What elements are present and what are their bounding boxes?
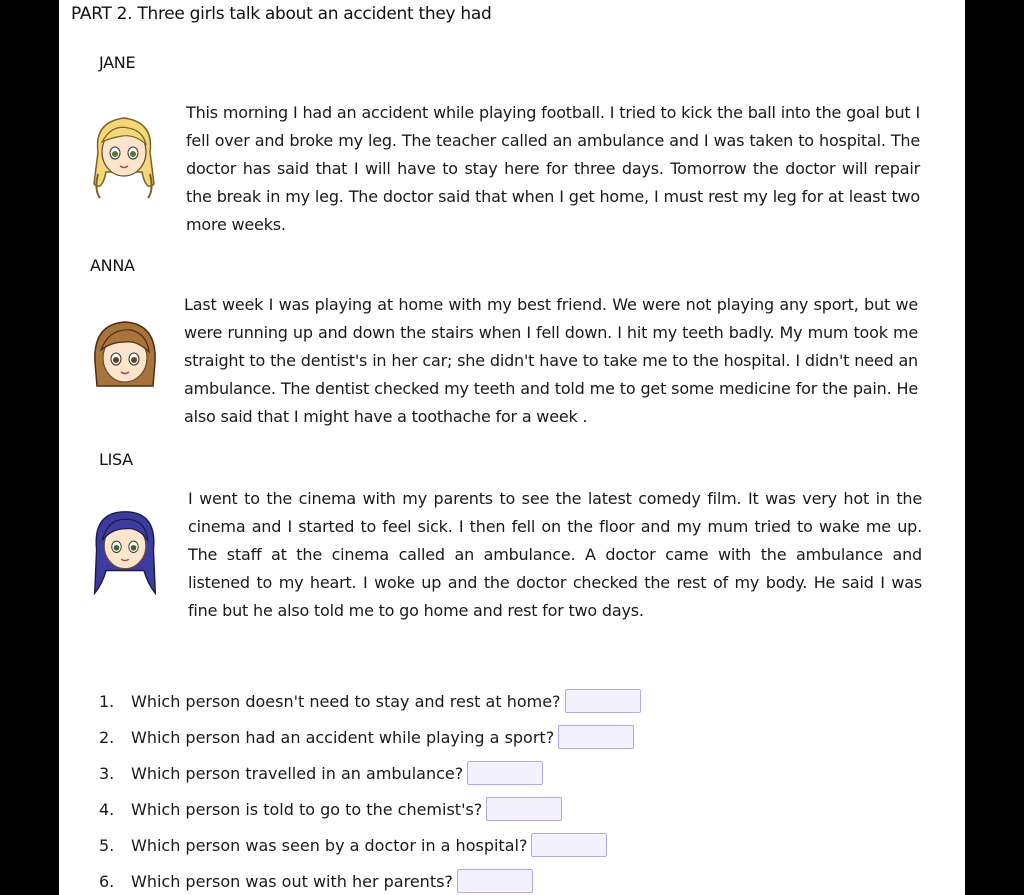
question-list: [99, 683, 641, 895]
lisa-story: I went to the cinema with my parents to see the latest comedy film. It was very hot in the cinema and I started to feel sick. I then fell on the floor and my mum tried to wake me up. The staff at the cinema called an ambulance. A doctor came with the ambulance and listened to my heart. I woke up and the doctor checked the rest of my body. He said I was fine but he also told me to go home and rest for two days.: [188, 489, 922, 620]
question-text: Which person was seen by a doctor in a hospital?: [131, 835, 528, 855]
question-text: Which person travelled in an ambulance?: [131, 763, 464, 783]
worksheet-title: PART 2. Three girls talk about an accident they had: [71, 4, 492, 24]
question-number: 3.: [99, 763, 115, 783]
person-name-jane: JANE: [99, 53, 136, 72]
question-number: 5.: [99, 835, 115, 855]
question-number: 1.: [99, 691, 115, 711]
question-item: [99, 683, 641, 719]
question-item: [99, 827, 641, 863]
answer-input-5[interactable]: [531, 833, 607, 857]
question-number: 6.: [99, 871, 115, 891]
worksheet-page: [59, 0, 965, 895]
blonde-girl-avatar-icon: [84, 112, 164, 202]
question-item: [99, 719, 641, 755]
question-text: Which person was out with her parents?: [131, 871, 453, 891]
blue-haired-girl-avatar-icon: [85, 508, 165, 598]
person-name-lisa: LISA: [99, 450, 133, 469]
answer-input-2[interactable]: [558, 725, 634, 749]
question-text: Which person doesn't need to stay and rest at home?: [131, 691, 561, 711]
question-item: [99, 863, 641, 895]
question-number: 4.: [99, 799, 115, 819]
answer-input-4[interactable]: [486, 797, 562, 821]
answer-input-6[interactable]: [457, 869, 533, 893]
brown-haired-girl-avatar-icon: [85, 318, 165, 408]
question-text: Which person is told to go to the chemist's?: [131, 799, 483, 819]
question-text: Which person had an accident while playing a sport?: [131, 727, 555, 747]
anna-story: Last week I was playing at home with my best friend. We were not playing any sport, but we were running up and down the stairs when I fell down. I hit my teeth badly. My mum took me straight to the dentist's in her car; she didn't have to take me to the hospital. I didn't need an ambulance. The dentist checked my teeth and told me to get some medicine for the pain. He also said that I might have a toothache for a week .: [184, 295, 918, 426]
question-item: [99, 791, 641, 827]
answer-input-1[interactable]: [565, 689, 641, 713]
jane-story: This morning I had an accident while playing football. I tried to kick the ball into the goal but I fell over and broke my leg. The teacher called an ambulance and I was taken to hospital. The doctor has said that I will have to stay here for three days. Tomorrow the doctor will repair the break in my leg. The doctor said that when I get home, I must rest my leg for at least two more weeks.: [186, 103, 920, 234]
answer-input-3[interactable]: [467, 761, 543, 785]
question-item: [99, 755, 641, 791]
person-name-anna: ANNA: [90, 256, 135, 275]
question-number: 2.: [99, 727, 115, 747]
